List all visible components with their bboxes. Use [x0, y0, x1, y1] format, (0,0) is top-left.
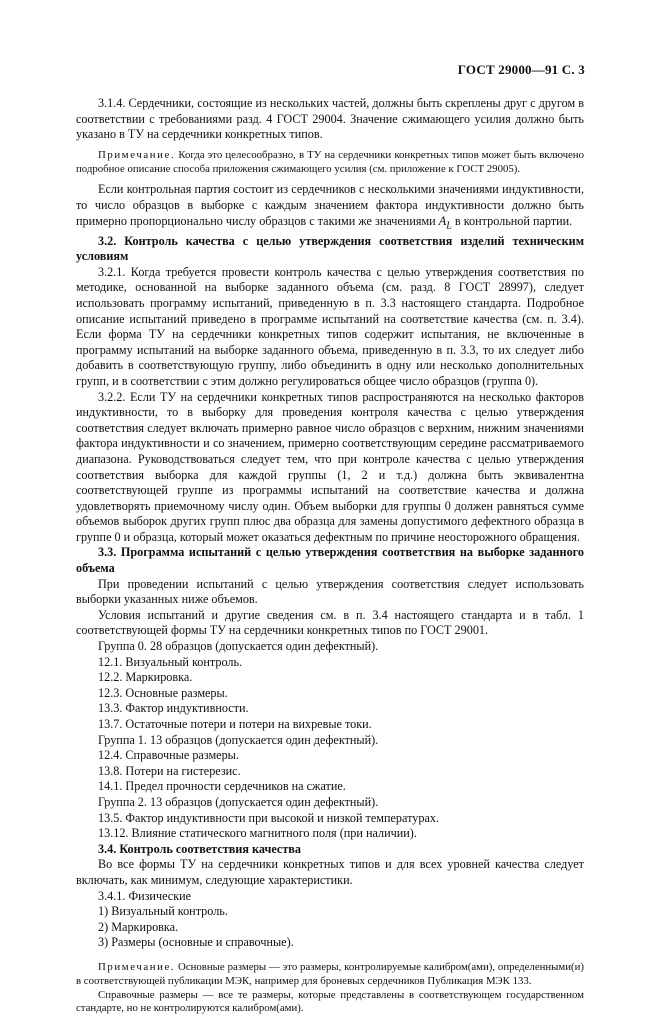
page-body [76, 96, 584, 1016]
control-text-b: в контрольной партии. [452, 214, 572, 228]
list-item: Группа 2. 13 образцов (допускается один дефектный). [76, 795, 584, 811]
heading-3-3: 3.3. Программа испытаний с целью утверждения соответствия на выборке заданного объема [76, 545, 584, 576]
heading-3-4: 3.4. Контроль соответствия качества [76, 842, 584, 858]
list-item: 2) Маркировка. [76, 920, 584, 936]
list-item: 3.4.1. Физические [76, 889, 584, 905]
control-batch-paragraph [76, 182, 584, 233]
note-label: Примечание. [98, 149, 175, 161]
list-item: 12.3. Основные размеры. [76, 686, 584, 702]
al-symbol [439, 214, 452, 228]
clause-3-3-b: Условия испытаний и другие сведения см. в п. 3.4 настоящего стандарта и в табл. 1 соответствующей формы ТУ на сердечники конкретных типов по ГОСТ 29001. [76, 608, 584, 639]
note-2 [76, 961, 584, 989]
list-item: 12.2. Маркировка. [76, 670, 584, 686]
al-symbol-main: A [439, 214, 446, 228]
list-item: 14.1. Предел прочности сердечников на сжатие. [76, 779, 584, 795]
list-item: 1) Визуальный контроль. [76, 904, 584, 920]
clause-3-2-1: 3.2.1. Когда требуется провести контроль качества с целью утверждения соответствия по методике, основанной на выборке заданного объема (см. разд. 8 ГОСТ 28997), следует использовать программу испытаний, приведенную в п. 3.3 настоящего стандарта. Подробное описание испытаний приведено в программе испытаний на соответствие качества (см. п. 3.4). Если форма ТУ на сердечники конкретных типов содержит испытания, не включенные в программу испытаний на выборке заданного объема, приведенную в п. 3.3, то их следует либо добавить в соответствующую группу, либо объединить в одну или несколько дополнительных групп, и в соответствии с этим должно регулироваться общее число образцов (группа 0). [76, 265, 584, 390]
al-symbol-sub: L [446, 220, 452, 231]
note-text: Когда это целесообразно, в ТУ на сердечники конкретных типов может быть включено подробное описание способа приложения сжимающего усилия (см. приложение к ГОСТ 29005). [76, 149, 584, 175]
list-item: Группа 0. 28 образцов (допускается один дефектный). [76, 639, 584, 655]
list-item: Группа 1. 13 образцов (допускается один дефектный). [76, 733, 584, 749]
list-item: 12.4. Справочные размеры. [76, 748, 584, 764]
list-item: 12.1. Визуальный контроль. [76, 655, 584, 671]
clause-3-1-4: 3.1.4. Сердечники, состоящие из нескольких частей, должны быть скреплены друг с другом в соответствии с требованиями разд. 4 ГОСТ 29004. Значение сжимающего усилия должно быть указано в ТУ на сердечники конкретных типов. [76, 96, 584, 143]
page-header: ГОСТ 29000—91 С. 3 [458, 62, 585, 78]
list-item: 13.8. Потери на гистерезис. [76, 764, 584, 780]
clause-3-3-a: При проведении испытаний с целью утверждения соответствия следует использовать выборки указанных ниже объемов. [76, 577, 584, 608]
control-text-a: Если контрольная партия состоит из сердечников с несколькими значениями индуктивности, то число образцов в выборке с каждым значением фактора индуктивности должно быть примерно пропорционально числу образцов с такими же значениями [76, 182, 584, 227]
note-3: Справочные размеры — все те размеры, которые представлены в соответствующем государственном стандарте, но не контролируются калибром(ами). [76, 989, 584, 1016]
list-item: 13.3. Фактор индуктивности. [76, 701, 584, 717]
list-item: 13.5. Фактор индуктивности при высокой и низкой температурах. [76, 811, 584, 827]
clause-3-4: Во все формы ТУ на сердечники конкретных типов и для всех уровней качества следует включать, как минимум, следующие характеристики. [76, 857, 584, 888]
list-item: 13.12. Влияние статического магнитного поля (при наличии). [76, 826, 584, 842]
clause-3-2-2: 3.2.2. Если ТУ на сердечники конкретных типов распространяются на несколько факторов индуктивности, то в выборку для проведения контроля качества с целью утверждения соответствия следует включать примерно равное число образцов с верхним, нижним значениями фактора индуктивности и со значением, примерно соответствующим середине рассматриваемого диапазона. Руководствоваться следует тем, что при контроле качества с целью утверждения соответствия выборка для каждой группы (1, 2 и т.д.) должна быть эквивалентна соответствующей группе из программы испытаний на соответствие качества и должна удовлетворять приемочному числу один. Объем выборки для группы 0 должен равняться сумме объемов выборок других групп плюс два образца для замены допустимого дефектного образца в группе 0 и образца, который может оказаться дефектным по причине неосторожного обращения. [76, 390, 584, 546]
note-label: Примечание. [98, 961, 175, 973]
note-1 [76, 149, 584, 177]
list-item: 3) Размеры (основные и справочные). [76, 935, 584, 951]
heading-3-2: 3.2. Контроль качества с целью утверждения соответствия изделий техническим условиям [76, 234, 584, 265]
note-text: Основные размеры — это размеры, контролируемые калибром(ами), определенными(и) в соответствующей публикации МЭК, например для броневых сердечников Публикация МЭК 133. [76, 961, 584, 987]
list-item: 13.7. Остаточные потери и потери на вихревые токи. [76, 717, 584, 733]
